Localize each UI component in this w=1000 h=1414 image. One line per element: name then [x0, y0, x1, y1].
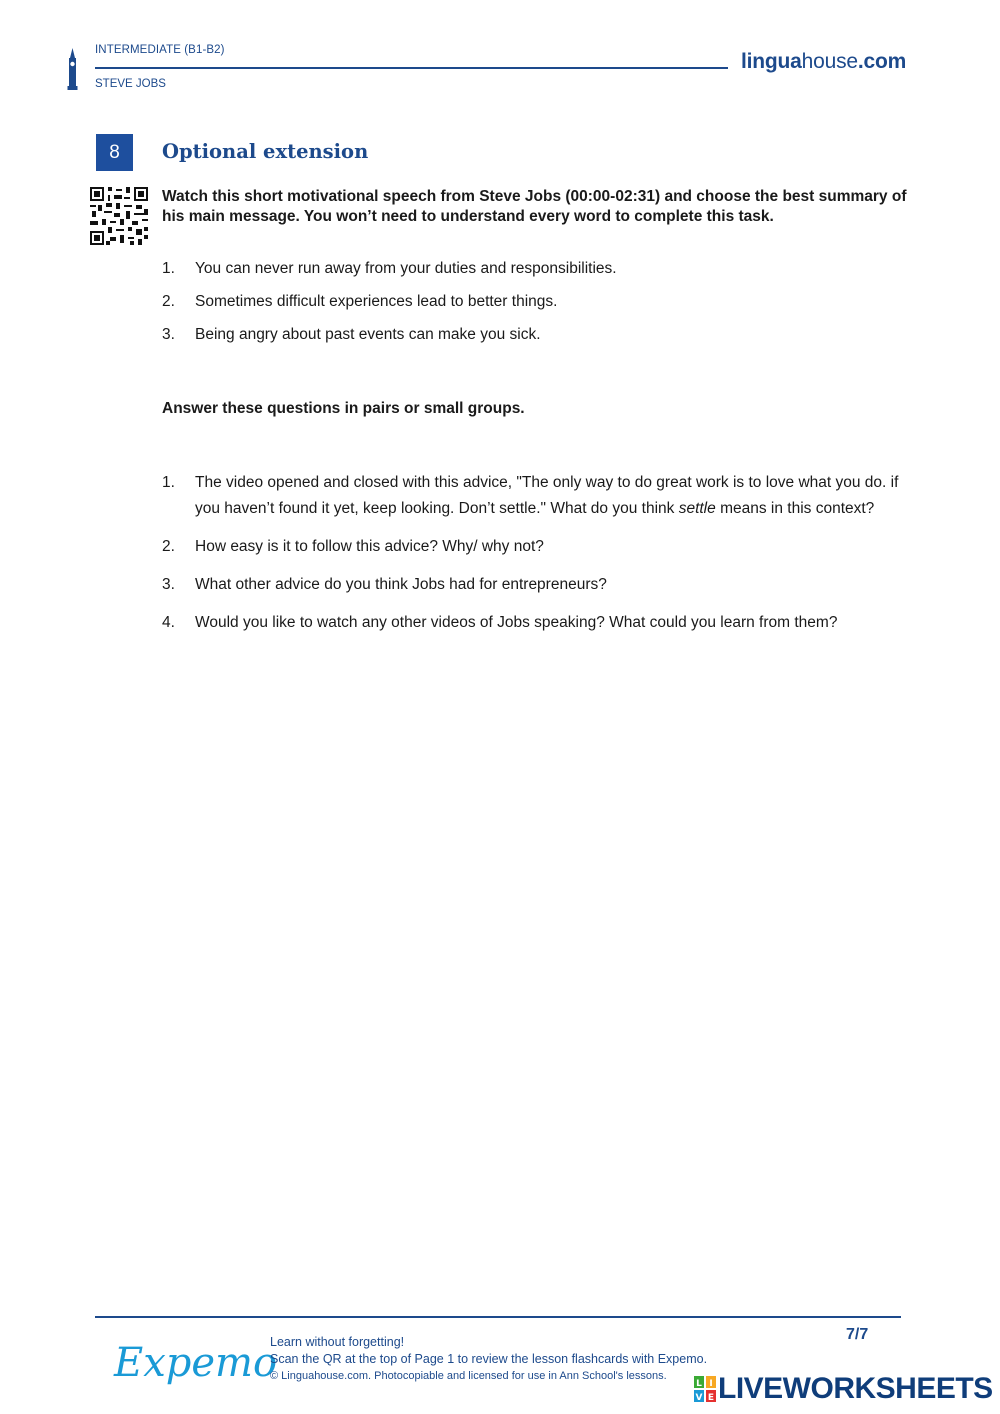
footer-qr-note: Scan the QR at the top of Page 1 to review the lesson flashcards with Expemo.: [270, 1352, 708, 1366]
liveworksheets-icon: [694, 1376, 716, 1402]
list-item: 1. You can never run away from your duties and responsibilities.: [162, 260, 617, 277]
list-item: 2. Sometimes difficult experiences lead to better things.: [162, 293, 558, 310]
svg-text:Expemo: Expemo: [114, 1340, 278, 1386]
list-item: 4. Would you like to watch any other videos of Jobs speaking? What could you learn from them?: [162, 614, 838, 631]
task-instruction: Watch this short motivational speech from Steve Jobs (00:00-02:31) and choose the best summary of his main message. You won’t need to understand every word to complete this task.: [162, 188, 907, 225]
page-number: 7/7: [846, 1326, 869, 1343]
header-divider: [95, 67, 728, 69]
svg-text:I: I: [709, 1379, 713, 1389]
list-item: 2. How easy is it to follow this advice? Why/ why not?: [162, 538, 544, 555]
discussion-instruction: Answer these questions in pairs or small groups.: [162, 400, 525, 417]
liveworksheets-watermark: [694, 1374, 993, 1404]
svg-text:E: E: [707, 1393, 715, 1403]
footer-text: [270, 1334, 707, 1385]
lesson-topic: STEVE JOBS: [95, 78, 166, 90]
svg-text:V: V: [695, 1393, 703, 1403]
section-title: Optional extension: [162, 140, 369, 163]
footer-copyright: © Linguahouse.com. Photocopiable and licensed for use in Ann School's lessons.: [270, 1370, 667, 1382]
qr-code-icon[interactable]: [90, 187, 148, 245]
summary-options: [162, 256, 907, 355]
list-item: 3. What other advice do you think Jobs had for entrepreneurs?: [162, 576, 607, 593]
section-number-badge: 8: [96, 134, 133, 171]
footer-divider: [95, 1316, 901, 1318]
footer-tagline: Learn without forgetting!: [270, 1335, 405, 1349]
linguahouse-logo[interactable]: linguahouse.com: [741, 50, 907, 73]
list-item: 3. Being angry about past events can make you sick.: [162, 326, 541, 343]
list-item: 1. The video opened and closed with this advice, "The only way to do great work is to love what you do. if you haven’t found it yet, keep looking. Don’t settle." What do you think settle means in this context?: [162, 474, 899, 517]
svg-text:L: L: [696, 1379, 702, 1389]
course-level: INTERMEDIATE (B1-B2): [95, 44, 225, 56]
big-ben-icon: [66, 48, 79, 90]
discussion-questions: [162, 470, 902, 648]
liveworksheets-text: LIVEWORKSHEETS: [718, 1372, 993, 1405]
expemo-logo[interactable]: [112, 1324, 278, 1396]
